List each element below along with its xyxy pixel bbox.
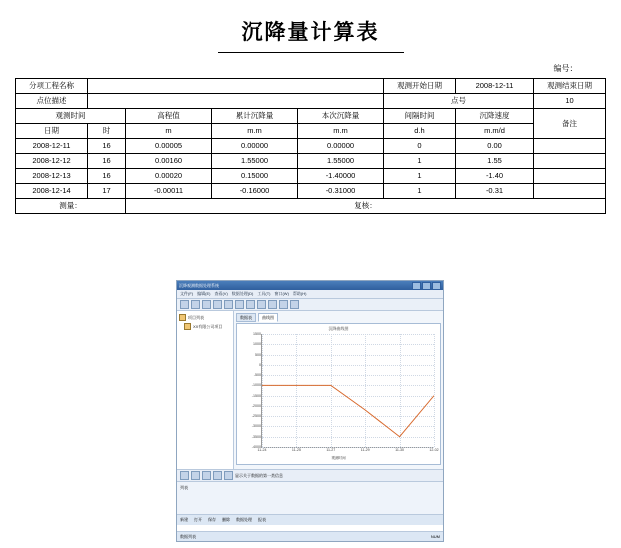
page-title: 沉降量计算表 <box>241 20 380 44</box>
header-current: 本次沉降量 <box>298 109 384 124</box>
calculate-icon[interactable] <box>246 300 255 309</box>
content-tabs <box>236 313 441 322</box>
menu-item-window[interactable]: 窗口(W) <box>274 291 289 296</box>
chart-icon[interactable] <box>268 300 277 309</box>
table-row <box>16 169 606 184</box>
statusbar-right-text: NUM <box>430 534 440 539</box>
menu-item-help[interactable]: 帮助(H) <box>292 291 307 296</box>
table-header-row <box>16 109 606 124</box>
chart-xtick-label: 11-24 <box>257 448 267 452</box>
subheader-rate-unit: m.m/d <box>456 124 534 139</box>
cell-current: 1.55000 <box>298 154 384 169</box>
main-body <box>177 311 443 469</box>
cell-elevation: 0.00160 <box>126 154 212 169</box>
header-observe-time: 观测时间 <box>16 109 126 124</box>
chart-ytick-label: -3500 <box>251 434 261 439</box>
chart-ytick-label: -1000 <box>251 383 261 388</box>
pan-icon[interactable] <box>202 471 211 480</box>
cell-rate: -1.40 <box>456 169 534 184</box>
export-icon[interactable] <box>257 300 266 309</box>
menu-item-data-processing[interactable]: 数据处理(D) <box>231 291 254 296</box>
chart-xtick-label: 11-27 <box>326 448 336 452</box>
cell-interval: 1 <box>384 154 456 169</box>
bottom-button-delete[interactable]: 删除 <box>222 517 230 522</box>
reviewer-label: 复核： <box>126 199 606 214</box>
table-subheader-row <box>16 124 606 139</box>
observe-end-label: 观测结束日期 <box>534 79 606 94</box>
measurer-label: 测量： <box>16 199 126 214</box>
grid-toggle-icon[interactable] <box>213 471 222 480</box>
chart-ytick-label: 1500 <box>253 332 261 336</box>
chart-title: 沉降曲线图 <box>328 326 349 331</box>
table-row <box>16 79 606 94</box>
refresh-icon[interactable] <box>279 300 288 309</box>
subheader-interval-unit: d.h <box>384 124 456 139</box>
cell-hour: 16 <box>88 154 126 169</box>
cell-current: 0.00000 <box>298 139 384 154</box>
bottom-button-process[interactable]: 数据处理 <box>236 517 252 522</box>
chart-series-layer <box>262 334 434 447</box>
legend-toggle-icon[interactable] <box>224 471 233 480</box>
content-pane <box>234 311 443 469</box>
cell-elevation: 0.00020 <box>126 169 212 184</box>
menu-item-edit[interactable]: 编辑(E) <box>197 291 211 296</box>
point-description-label: 点位描述 <box>16 94 88 109</box>
point-number-value[interactable]: 10 <box>534 94 606 109</box>
copy-icon[interactable] <box>224 300 233 309</box>
subheader-current-unit: m.m <box>298 124 384 139</box>
table-footer-row <box>16 199 606 214</box>
tab-data-table[interactable]: 数据表 <box>236 313 256 322</box>
tree-item-root[interactable] <box>179 314 231 321</box>
cell-remarks <box>534 154 606 169</box>
menu-item-file[interactable]: 文件(F) <box>180 291 194 296</box>
project-name-value[interactable] <box>88 79 384 94</box>
chart-ytick-label: -2500 <box>251 414 261 419</box>
chart-xtick-label: 12-02 <box>429 448 439 452</box>
folder-icon <box>179 314 186 321</box>
tree-item-root-label: 项目列表 <box>188 314 204 320</box>
statusbar <box>177 531 443 541</box>
help-icon[interactable] <box>290 300 299 309</box>
zoom-out-icon[interactable] <box>191 471 200 480</box>
point-number-label: 点号 <box>384 94 534 109</box>
subheader-elevation-unit: m <box>126 124 212 139</box>
bottom-button-open[interactable]: 打开 <box>194 517 202 522</box>
settlement-curve-chart <box>236 323 441 465</box>
close-icon[interactable] <box>432 282 441 290</box>
observe-start-label: 观测开始日期 <box>384 79 456 94</box>
cell-cumulative: 0.15000 <box>212 169 298 184</box>
chart-series-line <box>262 385 434 436</box>
bottom-button-new[interactable]: 新建 <box>180 517 188 522</box>
chart-ytick-label: -3000 <box>251 424 261 429</box>
project-tree[interactable] <box>177 311 234 469</box>
cell-hour: 16 <box>88 139 126 154</box>
cell-elevation: -0.00011 <box>126 184 212 199</box>
cell-rate: 0.00 <box>456 139 534 154</box>
header-elevation: 高程值 <box>126 109 212 124</box>
window-title: 沉降观测数据处理系统 <box>179 282 219 288</box>
cell-interval: 1 <box>384 184 456 199</box>
table-row <box>16 184 606 199</box>
toolbar <box>177 299 443 311</box>
table-row <box>16 139 606 154</box>
menubar <box>177 290 443 299</box>
window-controls[interactable] <box>412 282 441 290</box>
subheader-date: 日期 <box>16 124 88 139</box>
chart-ytick-label: 500 <box>255 352 261 357</box>
chart-toolstrip <box>177 469 443 481</box>
table-row <box>16 94 606 109</box>
chart-ytick-label: -1500 <box>251 393 261 398</box>
cell-date: 2008-12-12 <box>16 154 88 169</box>
cell-current: -1.40000 <box>298 169 384 184</box>
cell-remarks <box>534 139 606 154</box>
cell-remarks <box>534 169 606 184</box>
subheader-cumulative-unit: m.m <box>212 124 298 139</box>
menu-item-tools[interactable]: 工具(T) <box>257 291 271 296</box>
cell-cumulative: 0.00000 <box>212 139 298 154</box>
chart-xtick-label: 11-30 <box>395 448 405 452</box>
cell-rate: 1.55 <box>456 154 534 169</box>
chart-xtick-label: 11-25 <box>291 448 301 452</box>
cell-current: -0.31000 <box>298 184 384 199</box>
cell-remarks <box>534 184 606 199</box>
cell-hour: 17 <box>88 184 126 199</box>
zoom-in-icon[interactable] <box>180 471 189 480</box>
chart-ytick-label: -500 <box>253 373 261 378</box>
bottom-button-save[interactable]: 保存 <box>208 517 216 522</box>
chart-plot-area <box>251 332 439 452</box>
cut-icon[interactable] <box>213 300 222 309</box>
cell-cumulative: -0.16000 <box>212 184 298 199</box>
document-number-label: 编号： <box>553 64 578 73</box>
cell-interval: 1 <box>384 169 456 184</box>
chart-ytick-label: 0 <box>259 362 261 367</box>
subheader-hour: 时 <box>88 124 126 139</box>
open-icon[interactable] <box>180 300 189 309</box>
bottom-button-report[interactable]: 报表 <box>258 517 266 522</box>
print-icon[interactable] <box>202 300 211 309</box>
save-icon[interactable] <box>191 300 200 309</box>
maximize-icon[interactable] <box>422 282 431 290</box>
minimize-icon[interactable] <box>412 282 421 290</box>
header-rate: 沉降速度 <box>456 109 534 124</box>
chart-ytick-label: -4000 <box>251 445 261 449</box>
cell-cumulative: 1.55000 <box>212 154 298 169</box>
title-underline <box>218 52 404 53</box>
menu-item-view[interactable]: 查看(V) <box>214 291 228 296</box>
cell-interval: 0 <box>384 139 456 154</box>
settlement-calculation-table <box>15 78 606 214</box>
cell-hour: 16 <box>88 169 126 184</box>
statusbar-left-text: 数据列表 <box>180 533 196 539</box>
cell-rate: -0.31 <box>456 184 534 199</box>
chart-xtick-label: 11-29 <box>360 448 370 452</box>
lower-panel-label: 列表 <box>180 485 188 490</box>
header-cumulative: 累计沉降量 <box>212 109 298 124</box>
chart-option-label: 显示关于数据的第一类信息 <box>235 472 283 478</box>
lower-panel <box>177 481 443 514</box>
chart-xlabel: 观测时间 <box>331 456 346 460</box>
header-interval: 间隔时间 <box>384 109 456 124</box>
project-name-label: 分项工程名称 <box>16 79 88 94</box>
tree-item-child-label: XX有限公司项目 <box>193 323 223 329</box>
window-titlebar <box>177 281 443 290</box>
cell-date: 2008-12-13 <box>16 169 88 184</box>
observe-start-value[interactable]: 2008-12-11 <box>456 79 534 94</box>
cell-date: 2008-12-14 <box>16 184 88 199</box>
application-screenshot <box>176 280 444 542</box>
tree-item-child[interactable] <box>179 323 231 330</box>
chart-ytick-label: -2000 <box>251 403 261 408</box>
bottom-button-bar <box>177 514 443 525</box>
table-row <box>16 154 606 169</box>
header-remarks: 备注 <box>534 109 606 139</box>
point-description-value[interactable] <box>88 94 384 109</box>
document-icon <box>184 323 191 330</box>
chart-ytick-label: 1000 <box>253 342 261 347</box>
cell-date: 2008-12-11 <box>16 139 88 154</box>
cell-elevation: 0.00005 <box>126 139 212 154</box>
chart-gridline-vertical <box>434 334 435 447</box>
tab-curve-chart[interactable]: 曲线图 <box>258 313 278 322</box>
chart-gridline-horizontal <box>262 447 434 448</box>
paste-icon[interactable] <box>235 300 244 309</box>
